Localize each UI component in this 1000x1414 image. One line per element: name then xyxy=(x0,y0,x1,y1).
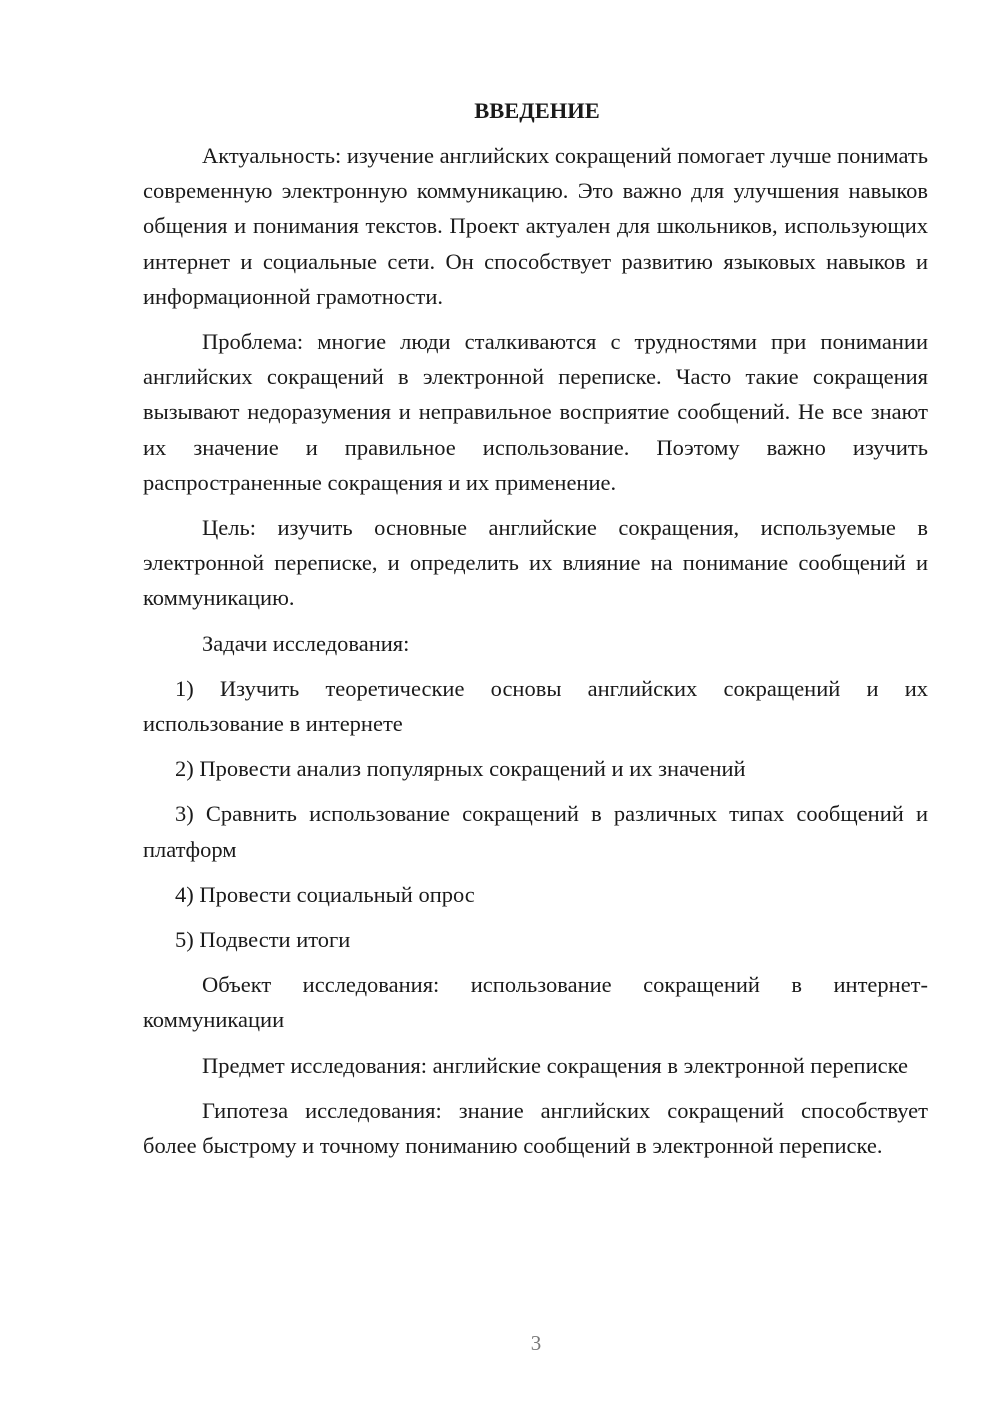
task-item-1: 1) Изучить теоретические основы английских сокращений и их использование в интернете xyxy=(143,675,928,737)
hypothesis-paragraph: Гипотеза исследования: знание английских сокращений способствует более быстрому и точному пониманию сообщений в электронной переписке. xyxy=(143,1097,928,1159)
task-item-3: 3) Сравнить использование сокращений в различных типах сообщений и платформ xyxy=(143,801,928,862)
tasks-title: Задачи исследования: xyxy=(202,630,410,656)
page-content xyxy=(143,93,928,1173)
subject-paragraph: Предмет исследования: английские сокращения в электронной переписке xyxy=(202,1052,908,1078)
section-heading: ВВЕДЕНИЕ xyxy=(474,98,600,123)
object-paragraph: Объект исследования: использование сокращений в интернет-коммуникации xyxy=(143,972,928,1033)
task-item-5: 5) Подвести итоги xyxy=(175,927,351,953)
task-item-4: 4) Провести социальный опрос xyxy=(175,881,475,907)
task-item-2: 2) Провести анализ популярных сокращений и их значений xyxy=(175,756,746,782)
relevance-paragraph: Актуальность: изучение английских сокращений помогает лучше понимать современную электронную коммуникацию. Это важно для улучшения навыков общения и понимания текстов. Проект актуален для школьников, использующих интернет и социальные сети. Он способствует развитию языковых навыков и информационной грамотности. xyxy=(143,143,928,309)
goal-paragraph: Цель: изучить основные английские сокращения, используемые в электронной переписке, и определить их влияние на понимание сообщений и коммуникацию. xyxy=(143,515,928,611)
page-number: 3 xyxy=(530,1331,542,1355)
problem-paragraph: Проблема: многие люди сталкиваются с трудностями при понимании английских сокращений в электронной переписке. Часто такие сокращения вызывают недоразумения и неправильное восприятие сообщений. Не все знают их значение и правильное использование. Поэтому важно изучить распространенные сокращения и их применение. xyxy=(143,329,928,495)
